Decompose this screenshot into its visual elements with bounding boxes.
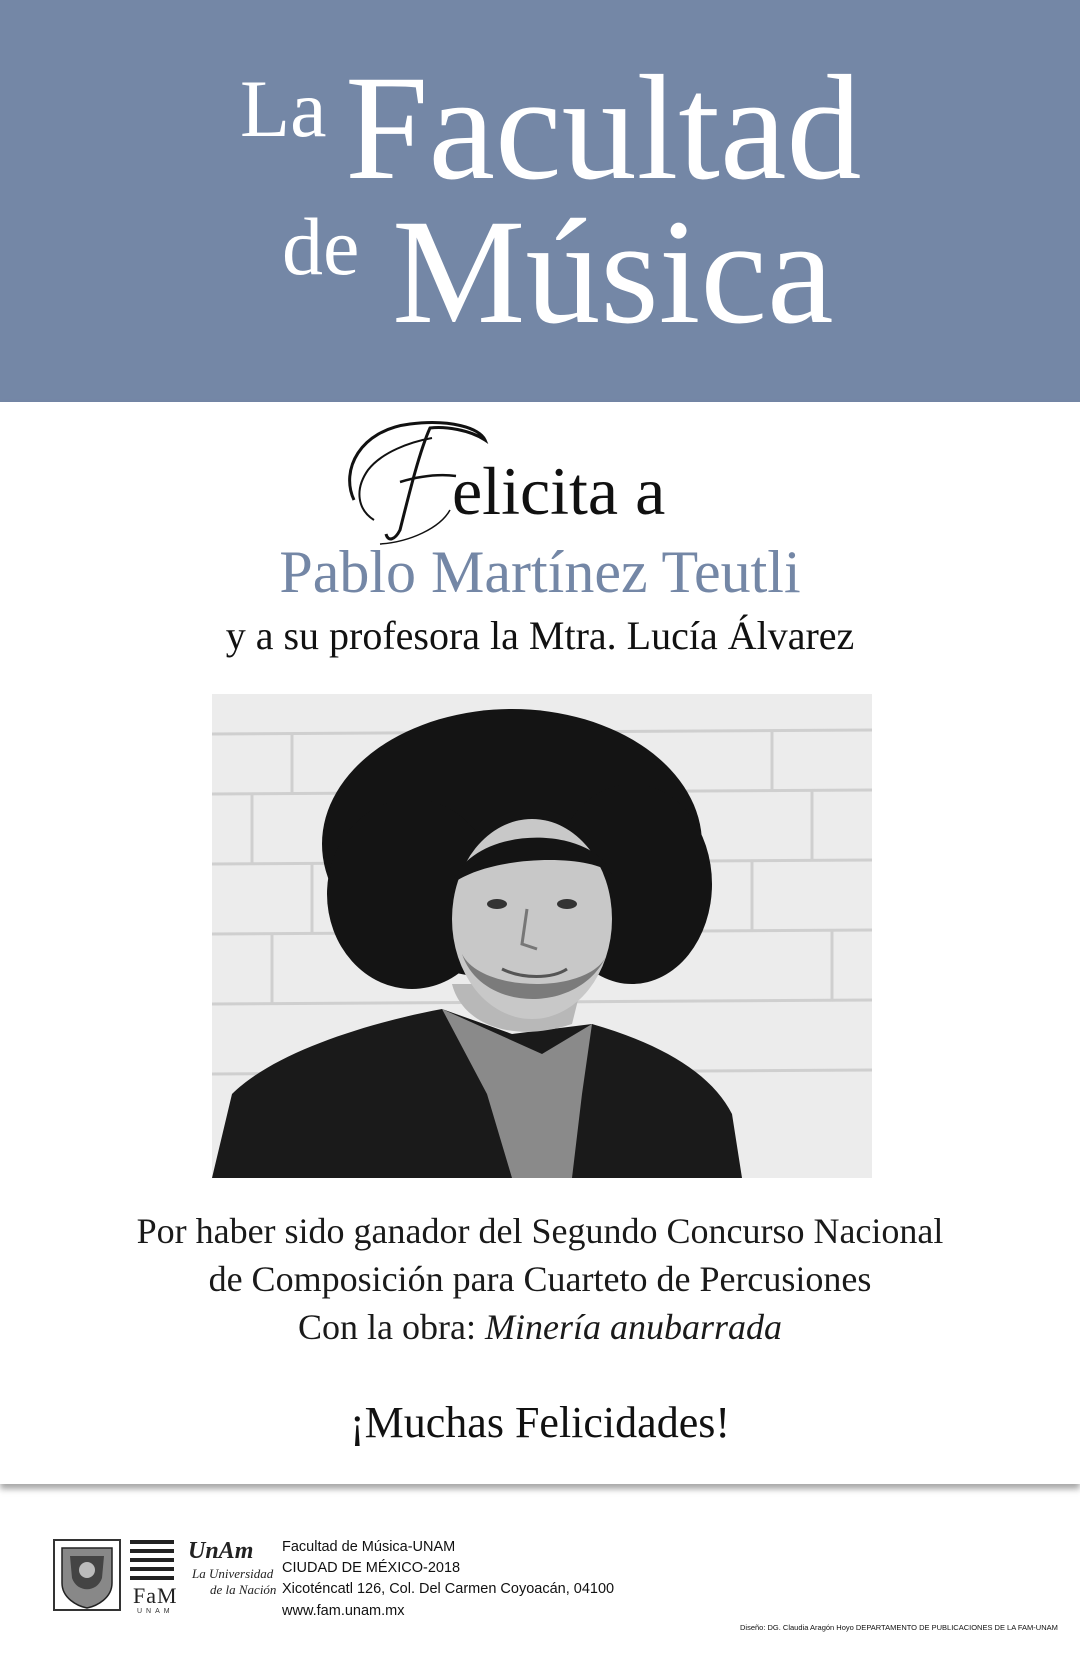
- unam-shield-icon: [52, 1538, 122, 1612]
- closing-message: ¡Muchas Felicidades!: [350, 1398, 730, 1447]
- address-institution: Facultad de Música-UNAM: [282, 1539, 456, 1555]
- honoree-name: Pablo Martínez Teutli: [279, 539, 801, 605]
- portrait-photo: [212, 694, 872, 1178]
- address-street: Xicoténcatl 126, Col. Del Carmen Coyoacán, 04100: [282, 1581, 615, 1597]
- work-title: Minería anubarrada: [484, 1307, 782, 1347]
- work-prefix: Con la obra:: [298, 1307, 485, 1347]
- unam-logo-word: UnAm: [188, 1538, 254, 1564]
- address-city-year: CIUDAD DE MÉXICO-2018: [282, 1560, 461, 1576]
- title-musica: Música: [392, 189, 834, 355]
- unam-tagline-2: de la Nación: [210, 1582, 277, 1597]
- fam-logo-sub: UNAM: [137, 1608, 174, 1615]
- title-de: de: [282, 201, 360, 292]
- teacher-line: y a su profesora la Mtra. Lucía Álvarez: [225, 613, 855, 658]
- address-website[interactable]: www.fam.unam.mx: [282, 1603, 405, 1619]
- fam-logo-text: FaM: [133, 1583, 178, 1608]
- title-la: La: [240, 63, 327, 154]
- design-credit: Diseño: DG. Claudia Aragón Hoyo DEPARTAMENTO DE PUBLICACIONES DE LA FAM-UNAM: [740, 1623, 1058, 1632]
- description-line-3: [0, 1306, 1080, 1348]
- description-line-1: Por haber sido ganador del Segundo Concurso Nacional: [136, 1211, 944, 1251]
- unam-tagline-1: La Universidad: [192, 1566, 274, 1581]
- header-banner: [0, 0, 1080, 402]
- title-facultad: Facultad: [345, 45, 862, 211]
- felicita-heading: elicita a: [452, 453, 666, 529]
- description-line-2: de Composición para Cuarteto de Percusiones: [208, 1259, 872, 1299]
